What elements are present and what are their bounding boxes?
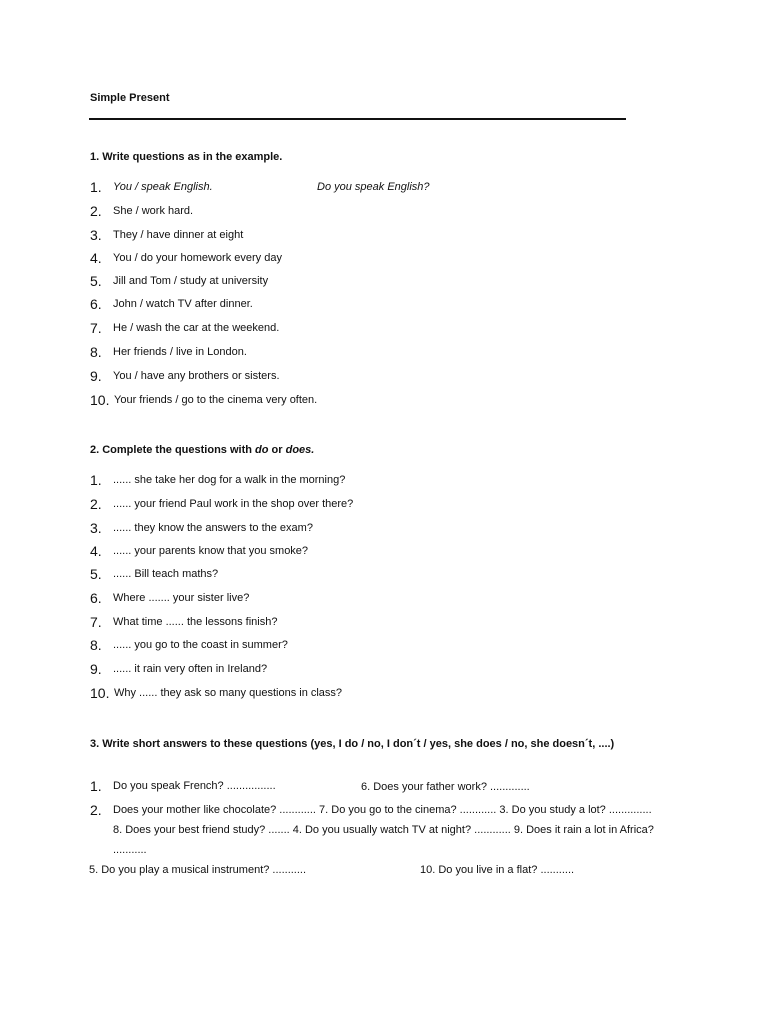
item-text: She / work hard. xyxy=(113,205,194,217)
item-number: 4. xyxy=(90,543,102,559)
section1-item-10 xyxy=(90,390,317,410)
section1-item-9 xyxy=(90,366,280,386)
item-number: 5. xyxy=(90,273,102,289)
item-number: 8. xyxy=(90,344,102,360)
section1-item-7 xyxy=(90,318,279,338)
item-text: ...... Bill teach maths? xyxy=(113,568,219,580)
item-text: ...... your parents know that you smoke? xyxy=(113,545,309,557)
question-text: ........... xyxy=(113,844,147,856)
item-text: ...... she take her dog for a walk in the morning? xyxy=(113,474,346,486)
heading-or: or xyxy=(268,444,286,456)
item-text: They / have dinner at eight xyxy=(113,229,244,241)
example-prompt: You / speak English. xyxy=(113,181,213,193)
item-text: Her friends / live in London. xyxy=(113,346,247,358)
item-number: 7. xyxy=(90,614,102,630)
section1-item-6 xyxy=(90,294,253,314)
question-text: 8. Does your best friend study? ....... 4. Do you usually watch TV at night? ............ 9. Does it rain a lot in Africa? xyxy=(113,824,654,836)
item-text: ...... you go to the coast in summer? xyxy=(113,639,288,651)
page-title: Simple Present xyxy=(90,92,170,104)
section2-item-10 xyxy=(90,683,342,703)
item-number: 2. xyxy=(90,496,102,512)
item-number: 6. xyxy=(90,590,102,606)
section1-item-3 xyxy=(90,225,243,245)
section1-item-2 xyxy=(90,201,193,221)
section3-heading: 3. Write short answers to these questions (yes, I do / no, I don´t / yes, she does / no, she doesn´t, ....) xyxy=(90,738,615,750)
item-number: 9. xyxy=(90,661,102,677)
section1-item-8 xyxy=(90,342,247,362)
item-number: 7. xyxy=(90,320,102,336)
section1-item-5 xyxy=(90,271,268,291)
item-number: 2. xyxy=(90,203,102,219)
section2-item-1 xyxy=(90,470,345,490)
heading-does: does. xyxy=(285,444,315,456)
item-number: 3. xyxy=(90,520,102,536)
item-text: John / watch TV after dinner. xyxy=(113,298,253,310)
item-number: 5. xyxy=(90,566,102,582)
question-text: 5. Do you play a musical instrument? ........... xyxy=(89,864,307,876)
question-text: 6. Does your father work? ............. xyxy=(361,781,530,793)
item-text: ...... your friend Paul work in the shop over there? xyxy=(113,498,354,510)
item-number: 10. xyxy=(90,685,110,701)
item-number: 8. xyxy=(90,637,102,653)
section2-item-2 xyxy=(90,494,353,514)
title-divider xyxy=(89,118,626,120)
section2-heading xyxy=(90,444,314,456)
section2-item-6 xyxy=(90,588,249,608)
section2-item-5 xyxy=(90,564,218,584)
section1-item-1 xyxy=(90,177,430,197)
section3-item-1 xyxy=(90,776,276,796)
item-text: He / wash the car at the weekend. xyxy=(113,322,280,334)
section1-item-4 xyxy=(90,248,282,268)
item-number: 4. xyxy=(90,250,102,266)
question-text: Do you speak French? ................ xyxy=(113,780,276,792)
heading-do: do xyxy=(255,444,269,456)
item-text: Where ....... your sister live? xyxy=(113,592,250,604)
item-number: 1. xyxy=(90,778,102,794)
item-number: 9. xyxy=(90,368,102,384)
item-text: What time ...... the lessons finish? xyxy=(113,616,278,628)
section2-item-3 xyxy=(90,518,313,538)
item-text: Why ...... they ask so many questions in class? xyxy=(114,687,343,699)
section3-item-2 xyxy=(90,800,652,820)
item-text: Jill and Tom / study at university xyxy=(113,275,269,287)
item-text: ...... it rain very often in Ireland? xyxy=(113,663,268,675)
item-number: 10. xyxy=(90,392,110,408)
example-answer: Do you speak English? xyxy=(317,181,430,193)
item-text: You / do your homework every day xyxy=(113,252,282,264)
item-number: 3. xyxy=(90,227,102,243)
item-text: ...... they know the answers to the exam? xyxy=(113,522,313,534)
section2-item-8 xyxy=(90,635,288,655)
item-number: 2. xyxy=(90,802,102,818)
section2-item-4 xyxy=(90,541,308,561)
section2-item-9 xyxy=(90,659,267,679)
question-text: Does your mother like chocolate? ............ 7. Do you go to the cinema? ............ 3. Do you study a lot? .............. xyxy=(113,804,652,816)
item-text: Your friends / go to the cinema very often. xyxy=(114,394,318,406)
item-text: You / have any brothers or sisters. xyxy=(113,370,280,382)
item-number: 1. xyxy=(90,179,102,195)
item-number: 6. xyxy=(90,296,102,312)
heading-prefix: 2. Complete the questions with xyxy=(90,444,256,456)
item-number: 1. xyxy=(90,472,102,488)
question-text: 10. Do you live in a flat? ........... xyxy=(420,864,575,876)
section1-heading: 1. Write questions as in the example. xyxy=(90,151,283,163)
section2-item-7 xyxy=(90,612,277,632)
